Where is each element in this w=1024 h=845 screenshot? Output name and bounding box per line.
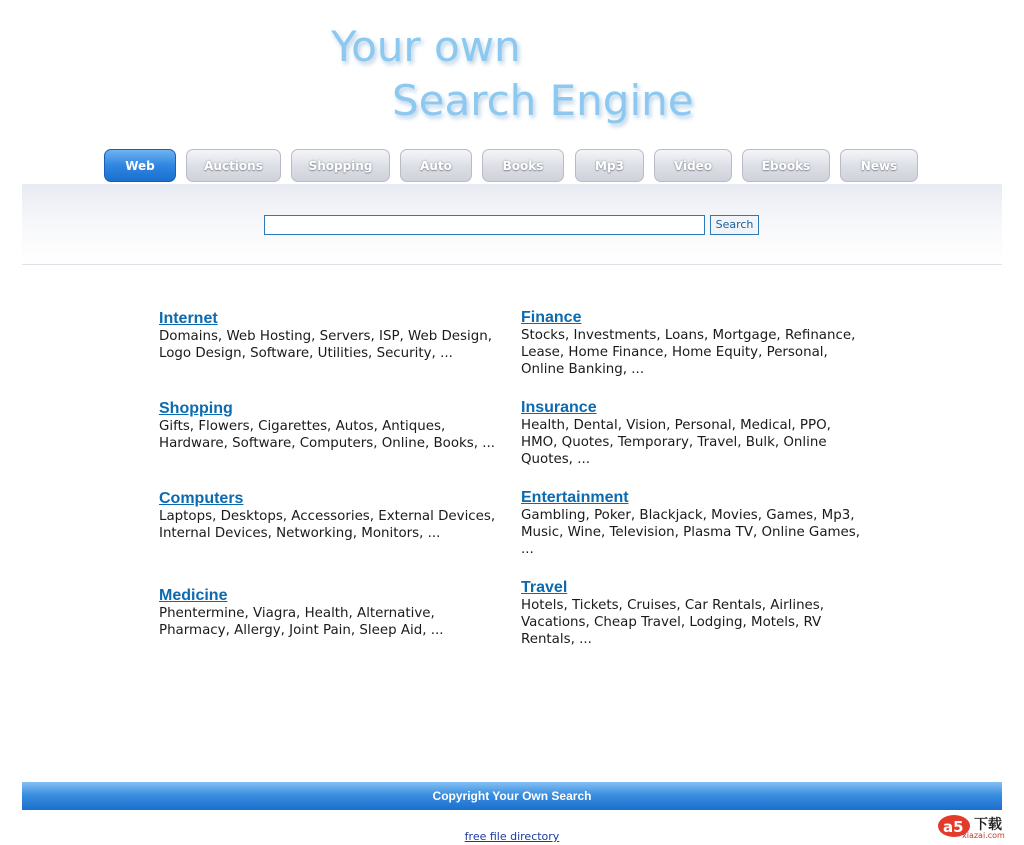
category-internet (159, 310, 509, 362)
category-entertainment (521, 489, 871, 558)
tab-shopping[interactable]: Shopping (291, 149, 390, 182)
category-link-finance[interactable]: Finance (521, 309, 582, 326)
footer-copyright: Copyright Your Own Search (22, 782, 1002, 810)
category-description: Health, Dental, Vision, Personal, Medical, PPO, HMO, Quotes, Temporary, Travel, Bulk, Online Quotes, ... (521, 418, 831, 467)
watermark-site: xiazai.com (962, 831, 1005, 840)
watermark-logo (934, 808, 1020, 841)
category-shopping (159, 400, 509, 452)
category-description: Phentermine, Viagra, Health, Alternative, Pharmacy, Allergy, Joint Pain, Sleep Aid, ... (159, 606, 444, 638)
logo-line-2: Search Engine (392, 76, 694, 125)
category-link-internet[interactable]: Internet (159, 310, 218, 327)
tab-web[interactable]: Web (104, 149, 176, 182)
tab-news[interactable]: News (840, 149, 918, 182)
category-link-entertainment[interactable]: Entertainment (521, 489, 629, 506)
search-button[interactable]: Search (710, 215, 759, 235)
tab-books[interactable]: Books (482, 149, 564, 182)
footer-link-row (0, 830, 1024, 843)
watermark-label: 下载 (974, 817, 1002, 833)
logo-line-1: Your own (331, 22, 521, 71)
category-link-insurance[interactable]: Insurance (521, 399, 597, 416)
watermark-brand: a5 (943, 818, 964, 836)
category-insurance (521, 399, 871, 468)
category-description: Stocks, Investments, Loans, Mortgage, Refinance, Lease, Home Finance, Home Equity, Personal, Online Banking, ... (521, 328, 856, 377)
category-link-medicine[interactable]: Medicine (159, 587, 228, 604)
logo (0, 0, 1024, 140)
search-band (22, 184, 1002, 265)
search-input[interactable] (264, 215, 705, 235)
category-description: Gambling, Poker, Blackjack, Movies, Games, Mp3, Music, Wine, Television, Plasma TV, Online Games, ... (521, 508, 861, 557)
tab-mp3[interactable]: Mp3 (575, 149, 644, 182)
category-link-computers[interactable]: Computers (159, 490, 244, 507)
category-travel (521, 579, 871, 648)
tab-video[interactable]: Video (654, 149, 732, 182)
category-description: Gifts, Flowers, Cigarettes, Autos, Antiques, Hardware, Software, Computers, Online, Books, ... (159, 419, 496, 451)
search-tabs (0, 149, 1024, 184)
category-description: Hotels, Tickets, Cruises, Car Rentals, Airlines, Vacations, Cheap Travel, Lodging, Motels, RV Rentals, ... (521, 598, 825, 647)
tab-auctions[interactable]: Auctions (186, 149, 281, 182)
category-link-travel[interactable]: Travel (521, 579, 568, 596)
free-file-directory-link[interactable]: free file directory (464, 830, 560, 843)
category-computers (159, 490, 509, 542)
category-description: Domains, Web Hosting, Servers, ISP, Web Design, Logo Design, Software, Utilities, Security, ... (159, 329, 492, 361)
tab-ebooks[interactable]: Ebooks (742, 149, 830, 182)
category-medicine (159, 587, 509, 639)
category-link-shopping[interactable]: Shopping (159, 400, 233, 417)
category-description: Laptops, Desktops, Accessories, External Devices, Internal Devices, Networking, Monitors, ... (159, 509, 496, 541)
category-finance (521, 309, 871, 378)
tab-auto[interactable]: Auto (400, 149, 472, 182)
